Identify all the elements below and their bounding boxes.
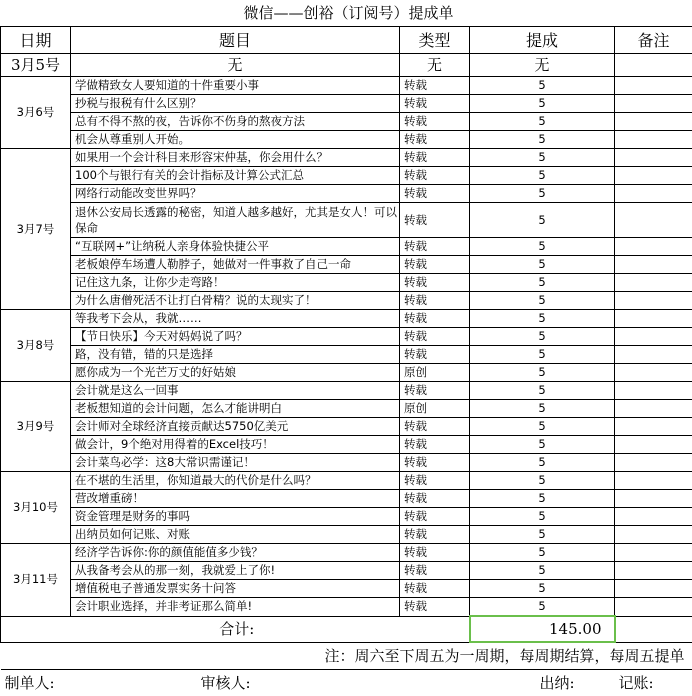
sheet-title: 微信——创裕（订阅号）提成单 [1,0,692,27]
title-cell[interactable]: 等我考下会从，我就…… [71,310,400,328]
title-cell[interactable]: 无 [71,54,400,77]
note-cell[interactable] [615,328,692,346]
title-cell[interactable]: 经济学告诉你:你的颜值能值多少钱？ [71,544,400,562]
date-cell[interactable]: 3月9号 [1,382,71,472]
type-cell[interactable]: 转载 [400,598,470,617]
commission-cell[interactable]: 5 [470,256,615,274]
title-cell[interactable]: 机会从尊重别人开始。 [71,131,400,149]
commission-cell[interactable]: 5 [470,292,615,310]
date-cell[interactable]: 3月10号 [1,472,71,544]
commission-cell[interactable]: 5 [470,508,615,526]
type-cell[interactable]: 转载 [400,274,470,292]
note-cell[interactable] [615,203,692,238]
title-cell[interactable]: 【节日快乐】今天对妈妈说了吗？ [71,328,400,346]
date-cell[interactable]: 3月8号 [1,310,71,382]
type-cell[interactable]: 转载 [400,185,470,203]
type-cell[interactable]: 转载 [400,526,470,544]
title-cell[interactable]: 老板娘停车场遭人勒脖子，她做对一件事救了自己一命 [71,256,400,274]
header-title[interactable]: 题目 [71,27,400,54]
date-cell[interactable]: 3月11号 [1,544,71,617]
note-cell[interactable] [615,346,692,364]
note-cell[interactable] [615,167,692,185]
type-cell[interactable]: 转载 [400,95,470,113]
type-cell[interactable]: 转载 [400,292,470,310]
header-note[interactable]: 备注 [615,27,692,54]
title-cell[interactable]: 会计就是这么一回事 [71,382,400,400]
commission-cell[interactable]: 5 [470,418,615,436]
commission-cell[interactable]: 无 [470,54,615,77]
title-cell[interactable]: 如果用一个会计科目来形容宋仲基，你会用什么？ [71,149,400,167]
note-cell[interactable] [615,364,692,382]
note-cell[interactable] [615,310,692,328]
title-cell[interactable]: 学做精致女人要知道的十件重要小事 [71,77,400,95]
title-cell[interactable]: 增值税电子普通发票实务十问答 [71,580,400,598]
commission-cell[interactable]: 5 [470,454,615,472]
commission-cell[interactable]: 5 [470,95,615,113]
type-cell[interactable]: 转载 [400,256,470,274]
type-cell[interactable]: 转载 [400,472,470,490]
type-cell[interactable]: 转载 [400,149,470,167]
title-cell[interactable]: 抄税与报税有什么区别？ [71,95,400,113]
type-cell[interactable]: 转载 [400,167,470,185]
commission-cell[interactable]: 5 [470,113,615,131]
footer-note: 注：周六至下周五为一周期，每周期结算，每周五提单 [1,642,692,670]
title-cell[interactable]: 营改增重磅！ [71,490,400,508]
type-cell[interactable]: 转载 [400,418,470,436]
type-cell[interactable]: 转载 [400,77,470,95]
title-cell[interactable]: 资金管理是财务的事吗 [71,508,400,526]
commission-cell[interactable]: 5 [470,310,615,328]
commission-cell[interactable]: 5 [470,77,615,95]
note-cell[interactable] [615,274,692,292]
type-cell[interactable]: 转载 [400,346,470,364]
title-cell[interactable]: 100个与银行有关的会计指标及计算公式汇总 [71,167,400,185]
commission-cell[interactable]: 5 [470,382,615,400]
note-cell[interactable] [615,580,692,598]
commission-cell[interactable]: 5 [470,274,615,292]
header-date[interactable]: 日期 [1,27,71,54]
note-cell[interactable] [615,256,692,274]
date-cell[interactable]: 3月6号 [1,77,71,149]
note-cell[interactable] [615,382,692,400]
title-cell[interactable]: 老板想知道的会计问题，怎么才能讲明白 [71,400,400,418]
commission-cell[interactable]: 5 [470,238,615,256]
title-cell[interactable]: 退休公安局长透露的秘密，知道人越多越好，尤其是女人！可以保命 [71,203,400,238]
type-cell[interactable]: 转载 [400,544,470,562]
maker-label: 制单人: [1,670,71,696]
note-cell[interactable] [615,436,692,454]
title-cell[interactable]: 在不堪的生活里，你知道最大的代价是什么吗？ [71,472,400,490]
total-value[interactable]: 145.00 [470,616,615,642]
commission-cell[interactable]: 5 [470,400,615,418]
note-cell[interactable] [615,508,692,526]
commission-cell[interactable]: 5 [470,436,615,454]
commission-cell[interactable]: 5 [470,472,615,490]
commission-cell[interactable]: 5 [470,562,615,580]
commission-cell[interactable]: 5 [470,185,615,203]
commission-cell[interactable]: 5 [470,203,615,238]
note-cell[interactable] [615,598,692,617]
commission-cell[interactable]: 5 [470,526,615,544]
commission-cell[interactable]: 5 [470,490,615,508]
header-type[interactable]: 类型 [400,27,470,54]
type-cell[interactable]: 无 [400,54,470,77]
type-cell[interactable]: 原创 [400,364,470,382]
title-cell[interactable]: 愿你成为一个光芒万丈的好姑娘 [71,364,400,382]
note-cell[interactable] [615,544,692,562]
type-cell[interactable]: 转载 [400,328,470,346]
note-cell[interactable] [615,562,692,580]
type-cell[interactable]: 转载 [400,238,470,256]
note-cell[interactable] [615,149,692,167]
note-cell[interactable] [615,54,692,77]
note-cell[interactable] [615,185,692,203]
title-cell[interactable]: 出纳员如何记账、对账 [71,526,400,544]
commission-cell[interactable]: 5 [470,131,615,149]
cashier-label: 出纳: [470,670,615,696]
title-cell[interactable]: 从我备考会从的那一刻，我就爱上了你! [71,562,400,580]
note-cell[interactable] [615,526,692,544]
commission-cell[interactable]: 5 [470,598,615,617]
commission-cell[interactable]: 5 [470,167,615,185]
date-cell[interactable]: 3月7号 [1,149,71,310]
title-cell[interactable]: 网络行动能改变世界吗？ [71,185,400,203]
type-cell[interactable]: 转载 [400,454,470,472]
type-cell[interactable]: 转载 [400,580,470,598]
type-cell[interactable]: 转载 [400,113,470,131]
title-cell[interactable]: 做会计，9个绝对用得着的Excel技巧！ [71,436,400,454]
signature-blank [400,670,470,696]
total-label: 合计: [1,616,470,642]
title-cell[interactable]: 路，没有错，错的只是选择 [71,346,400,364]
type-cell[interactable]: 转载 [400,562,470,580]
title-cell[interactable]: 会计菜鸟必学：这8大常识需谨记！ [71,454,400,472]
header-commission[interactable]: 提成 [470,27,615,54]
title-cell[interactable]: 会计师对全球经济直接贡献达5750亿美元 [71,418,400,436]
commission-cell[interactable]: 5 [470,580,615,598]
commission-cell[interactable]: 5 [470,328,615,346]
note-cell[interactable] [615,292,692,310]
type-cell[interactable]: 转载 [400,490,470,508]
note-cell[interactable] [615,490,692,508]
note-cell[interactable] [615,238,692,256]
type-cell[interactable]: 转载 [400,508,470,526]
note-cell[interactable] [615,472,692,490]
date-cell[interactable]: 3月5号 [1,54,71,77]
type-cell[interactable]: 转载 [400,436,470,454]
commission-cell[interactable]: 5 [470,149,615,167]
title-cell[interactable]: 为什么唐僧死活不让打白骨精？说的太现实了！ [71,292,400,310]
note-cell[interactable] [615,418,692,436]
title-cell[interactable]: 记住这九条，让你少走弯路！ [71,274,400,292]
type-cell[interactable]: 转载 [400,131,470,149]
note-cell[interactable] [615,95,692,113]
note-cell[interactable] [615,77,692,95]
type-cell[interactable]: 转载 [400,203,470,238]
title-cell[interactable]: 总有不得不熬的夜，告诉你不伤身的熬夜方法 [71,113,400,131]
total-note-cell[interactable] [615,616,692,642]
type-cell[interactable]: 转载 [400,310,470,328]
note-cell[interactable] [615,131,692,149]
title-cell[interactable]: “互联网+”让纳税人亲身体验快捷公平 [71,238,400,256]
bookkeeper-label: 记账: [615,670,692,696]
note-cell[interactable] [615,454,692,472]
note-cell[interactable] [615,400,692,418]
title-cell[interactable]: 会计职业选择，并非考证那么简单! [71,598,400,617]
commission-cell[interactable]: 5 [470,544,615,562]
commission-cell[interactable]: 5 [470,346,615,364]
commission-cell[interactable]: 5 [470,364,615,382]
type-cell[interactable]: 原创 [400,400,470,418]
type-cell[interactable]: 转载 [400,382,470,400]
reviewer-label: 审核人: [71,670,400,696]
note-cell[interactable] [615,113,692,131]
